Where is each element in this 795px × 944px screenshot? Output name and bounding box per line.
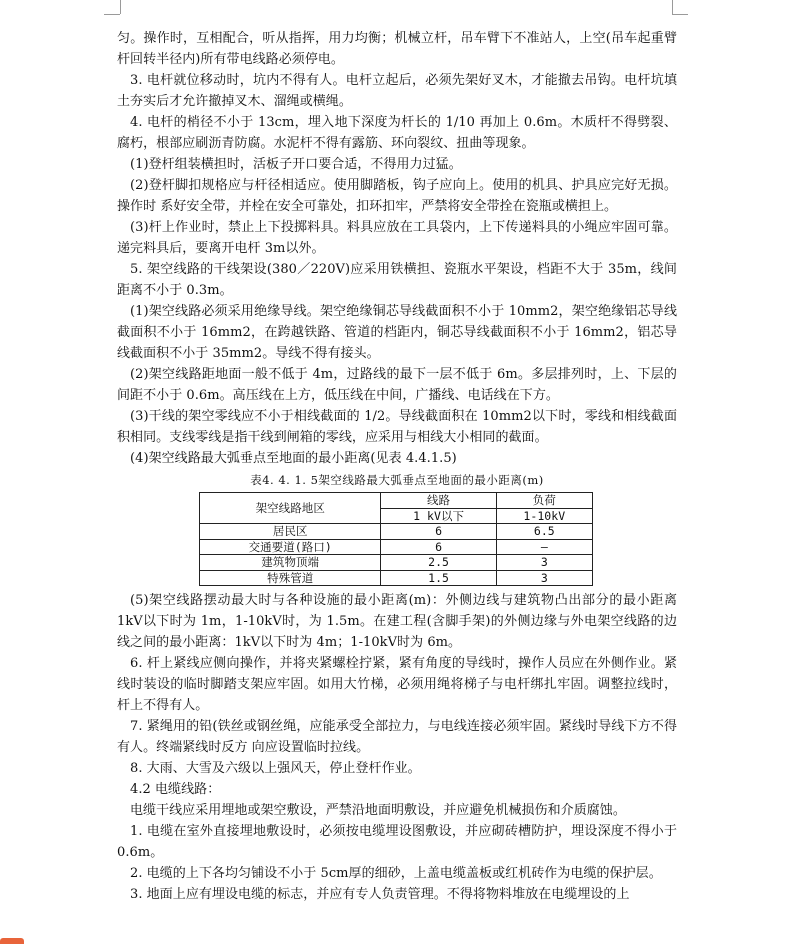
table-cell-v1: 1.5 <box>381 570 496 586</box>
paragraph: 2. 电缆的上下各均匀铺设不小于 5cm厚的细砂，上盖电缆盖板或红机砖作为电缆的保护层。 <box>130 866 662 881</box>
table-body <box>200 524 593 586</box>
paragraph: 8. 大雨、大雪及六级以上强风天，停止登杆作业。 <box>130 761 421 776</box>
paragraph: 4. 电杆的梢径不小于 13cm，埋入地下深度为杆长的 1/10 再加上 0.6m。木质杆不得劈裂、腐朽，根部应刷沥青防腐。水泥杆不得有露筋、环向裂纹、扭曲等现象。 <box>117 115 677 151</box>
table-cell-area: 特殊管道 <box>200 570 381 586</box>
paragraph: 匀。操作时，互相配合，听从指挥，用力均衡；机械立杆，吊车臂下不准站人，上空(吊车起重臂杆回转半径内)所有带电线路必须停电。 <box>117 31 677 67</box>
table-header-high-voltage: 1-10kV <box>496 508 592 524</box>
table-cell-v2: — <box>496 539 592 555</box>
paragraphs-bottom <box>117 590 677 905</box>
paragraph: 电缆干线应采用埋地或架空敷设，严禁沿地面明敷设，并应避免机械损伤和介质腐蚀。 <box>130 803 626 818</box>
table-cell-v2: 6.5 <box>496 524 592 540</box>
paragraph: (1)架空线路必须采用绝缘导线。架空绝缘铜芯导线截面积不小于 10mm2，架空绝缘铝芯导线截面积不小于 16mm2，在跨越铁路、管道的档距内，铜芯导线截面积不小于 16mm2，铝芯导线截面积不小于 35mm2。导线不得有接头。 <box>117 304 677 361</box>
clearance-table <box>199 492 593 586</box>
table-cell-area: 建筑物顶端 <box>200 555 381 571</box>
table-header-area: 架空线路地区 <box>200 493 381 524</box>
page-corner-mark-top-right <box>672 0 673 14</box>
table-cell-v1: 6 <box>381 524 496 540</box>
table-header-load: 负荷 <box>496 493 592 509</box>
table-cell-v2: 3 <box>496 570 592 586</box>
paragraph: 5. 架空线路的干线架设(380／220V)应采用铁横担、瓷瓶水平架设，档距不大于 35m，线间距离不小于 0.3m。 <box>117 262 677 298</box>
paragraph: 3. 地面上应有埋设电缆的标志，并应有专人负责管理。不得将物料堆放在电缆埋设的上 <box>130 887 630 902</box>
document-page <box>117 28 677 905</box>
table-header-line: 线路 <box>381 493 496 509</box>
page-corner-mark-top-left <box>120 0 121 14</box>
paragraph: 3. 电杆就位移动时，坑内不得有人。电杆立起后，必须先架好叉木，才能撤去吊钩。电杆坑填土夯实后才允许撤掉叉木、溜绳或横绳。 <box>117 73 677 109</box>
table-row <box>200 524 593 540</box>
paragraph: (1)登杆组装横担时，活板子开口要合适，不得用力过猛。 <box>130 157 462 172</box>
paragraphs-top <box>117 28 677 469</box>
table-header-low-voltage: 1 kV以下 <box>381 508 496 524</box>
paragraph: 6. 杆上紧线应侧向操作，并将夹紧螺栓拧紧，紧有角度的导线时，操作人员应在外侧作业。紧线时装设的临时脚踏支架应牢固。如用大竹梯，必须用绳将梯子与电杆绑扎牢固。调整拉线时，杆上不得有人。 <box>117 656 677 713</box>
table-row <box>200 570 593 586</box>
table-cell-v1: 2.5 <box>381 555 496 571</box>
table-cell-v1: 6 <box>381 539 496 555</box>
paragraph: 4.2 电缆线路： <box>130 782 221 797</box>
paragraph: (2)架空线路距地面一般不低于 4m，过路线的最下一层不低于 6m。多层排列时，上、下层的间距不小于 0.6m。高压线在上方，低压线在中间，广播线、电话线在下方。 <box>117 367 677 403</box>
table-caption: 表4. 4. 1. 5架空线路最大弧垂点至地面的最小距离(m) <box>250 473 544 487</box>
table-row <box>200 539 593 555</box>
paragraph: (5)架空线路摆动最大时与各种设施的最小距离(m)：外侧边线与建筑物凸出部分的最小距离 1kV以下时为 1m，1-10kV时，为 1.5m。在建工程(含脚手架)的外侧边缘与外电架空线路的边线之间的最小距离：1kV以下时为 4m；1-10kV时为 6m。 <box>117 593 677 650</box>
paragraph: (4)架空线路最大弧垂点至地面的最小距离(见表 4.4.1.5) <box>130 451 457 466</box>
table-row <box>200 555 593 571</box>
page-edge-marker <box>0 938 24 944</box>
table-cell-area: 居民区 <box>200 524 381 540</box>
table-cell-area: 交通要道(路口) <box>200 539 381 555</box>
page-corner-mark-top-left-h <box>104 14 120 15</box>
paragraph: (3)干线的架空零线应不小于相线截面的 1/2。导线截面积在 10mm2以下时，零线和相线截面积相同。支线零线是指干线到闸箱的零线，应采用与相线大小相同的截面。 <box>117 409 677 445</box>
page-corner-mark-top-right-h <box>672 14 688 15</box>
paragraph: (3)杆上作业时，禁止上下投掷料具。料具应放在工具袋内，上下传递料具的小绳应牢固可靠。递完料具后，要离开电杆 3m以外。 <box>117 220 677 256</box>
paragraph: 1. 电缆在室外直接埋地敷设时，必须按电缆埋设图敷设，并应砌砖槽防护，埋设深度不得小于 0.6m。 <box>117 824 677 860</box>
paragraph: (2)登杆脚扣规格应与杆径相适应。使用脚踏板，钩子应向上。使用的机具、护具应完好无损。操作时 系好安全带，并栓在安全可靠处，扣环扣牢，严禁将安全带拴在瓷瓶或横担上。 <box>117 178 677 214</box>
paragraph: 7. 紧绳用的铅(铁丝或钢丝绳，应能承受全部拉力，与电线连接必须牢固。紧线时导线下方不得有人。终端紧线时反方 向应设置临时拉线。 <box>117 719 677 755</box>
table-cell-v2: 3 <box>496 555 592 571</box>
